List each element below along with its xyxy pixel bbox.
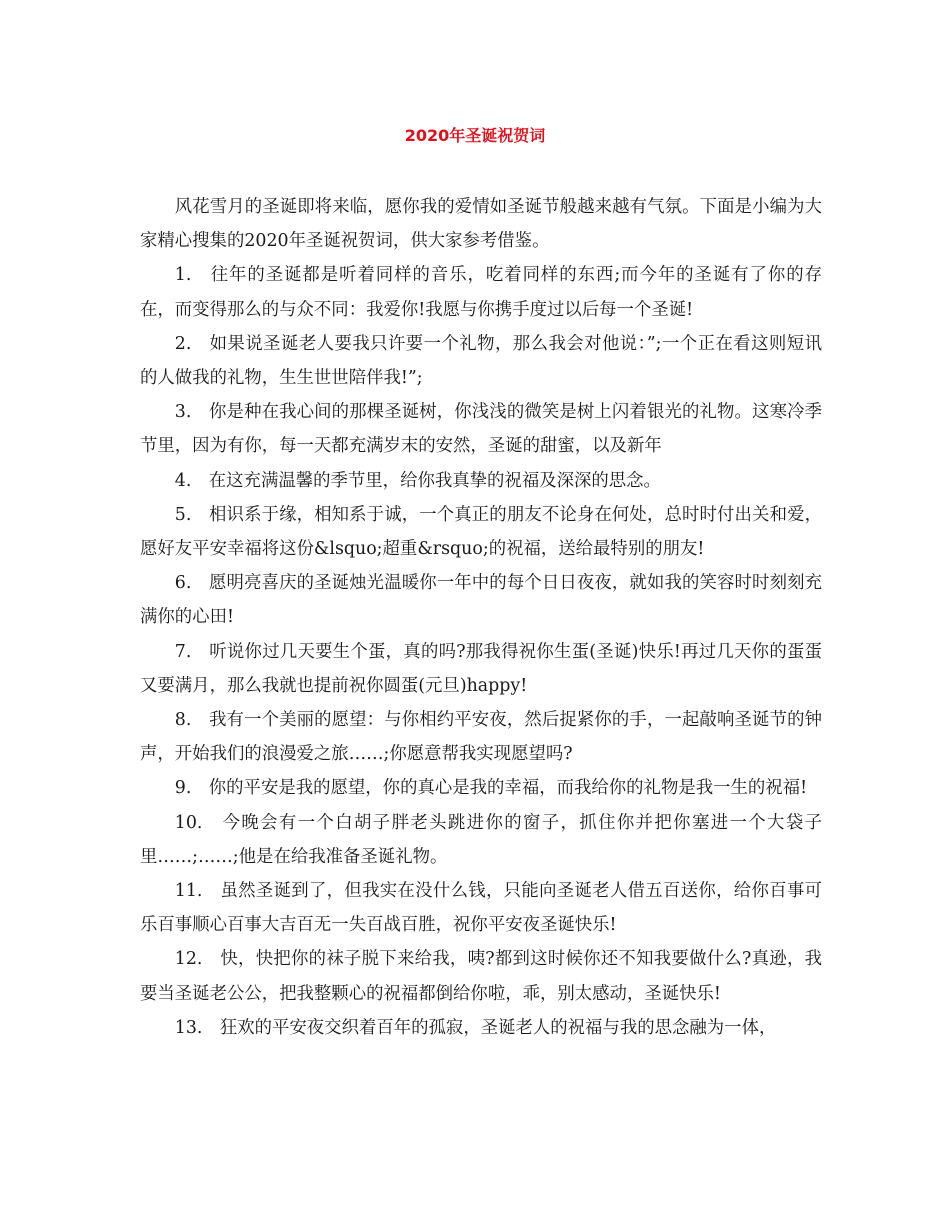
list-item: 9. 你的平安是我的愿望，你的真心是我的幸福，而我给你的礼物是我一生的祝福! [174, 778, 808, 799]
list-item: 7. 听说你过几天要生个蛋，真的吗?那我得祝你生蛋(圣诞)快乐!再过几天你的蛋蛋又要满月，那么我就也提前祝你圆蛋(元旦)happy! [140, 641, 822, 696]
document-title: 2020年圣诞祝贺词 [404, 126, 546, 145]
list-item: 12. 快，快把你的袜子脱下来给我，咦?都到这时候你还不知我要做什么?真逊，我要当圣诞老公公，把我整颗心的祝福都倒给你啦，乖，别太感动，圣诞快乐! [140, 949, 822, 1004]
intro-paragraph: 风花雪月的圣诞即将来临，愿你我的爱情如圣诞节般越来越有气氛。下面是小编为大家精心搜集的2020年圣诞祝贺词，供大家参考借鉴。 [140, 197, 822, 252]
list-item: 11. 虽然圣诞到了，但我实在没什么钱，只能向圣诞老人借五百送你，给你百事可乐百事顺心百事大吉百无一失百战百胜，祝你平安夜圣诞快乐! [140, 881, 822, 936]
list-item: 10. 今晚会有一个白胡子胖老头跳进你的窗子，抓住你并把你塞进一个大袋子里……;……;他是在给我准备圣诞礼物。 [140, 812, 822, 867]
list-item: 5. 相识系于缘，相知系于诚，一个真正的朋友不论身在何处，总时时付出关和爱，愿好友平安幸福将这份&lsquo;超重&rsquo;的祝福，送给最特别的朋友! [140, 504, 822, 560]
list-item: 3. 你是种在我心间的那棵圣诞树，你浅浅的微笑是树上闪着银光的礼物。这寒冷季节里，因为有你，每一天都充满岁末的安然，圣诞的甜蜜，以及新年 [140, 402, 822, 457]
list-item: 6. 愿明亮喜庆的圣诞烛光温暖你一年中的每个日日夜夜，就如我的笑容时时刻刻充满你的心田! [140, 573, 822, 628]
list-item: 13. 狂欢的平安夜交织着百年的孤寂，圣诞老人的祝福与我的思念融为一体， [174, 1017, 777, 1038]
document-body [140, 190, 822, 1045]
list-item: 1. 往年的圣诞都是听着同样的音乐，吃着同样的东西;而今年的圣诞有了你的存在，而变得那么的与众不同：我爱你!我愿与你携手度过以后每一个圣诞! [140, 265, 822, 320]
list-item: 2. 如果说圣诞老人要我只许要一个礼物，那么我会对他说：”;一个正在看这则短讯的人做我的礼物，生生世世陪伴我!”; [140, 333, 822, 389]
list-item: 4. 在这充满温馨的季节里，给你我真挚的祝福及深深的思念。 [174, 470, 661, 491]
list-item: 8. 我有一个美丽的愿望：与你相约平安夜，然后捉紧你的手，一起敲响圣诞节的钟声，开始我们的浪漫爱之旅……;你愿意帮我实现愿望吗? [140, 710, 822, 765]
